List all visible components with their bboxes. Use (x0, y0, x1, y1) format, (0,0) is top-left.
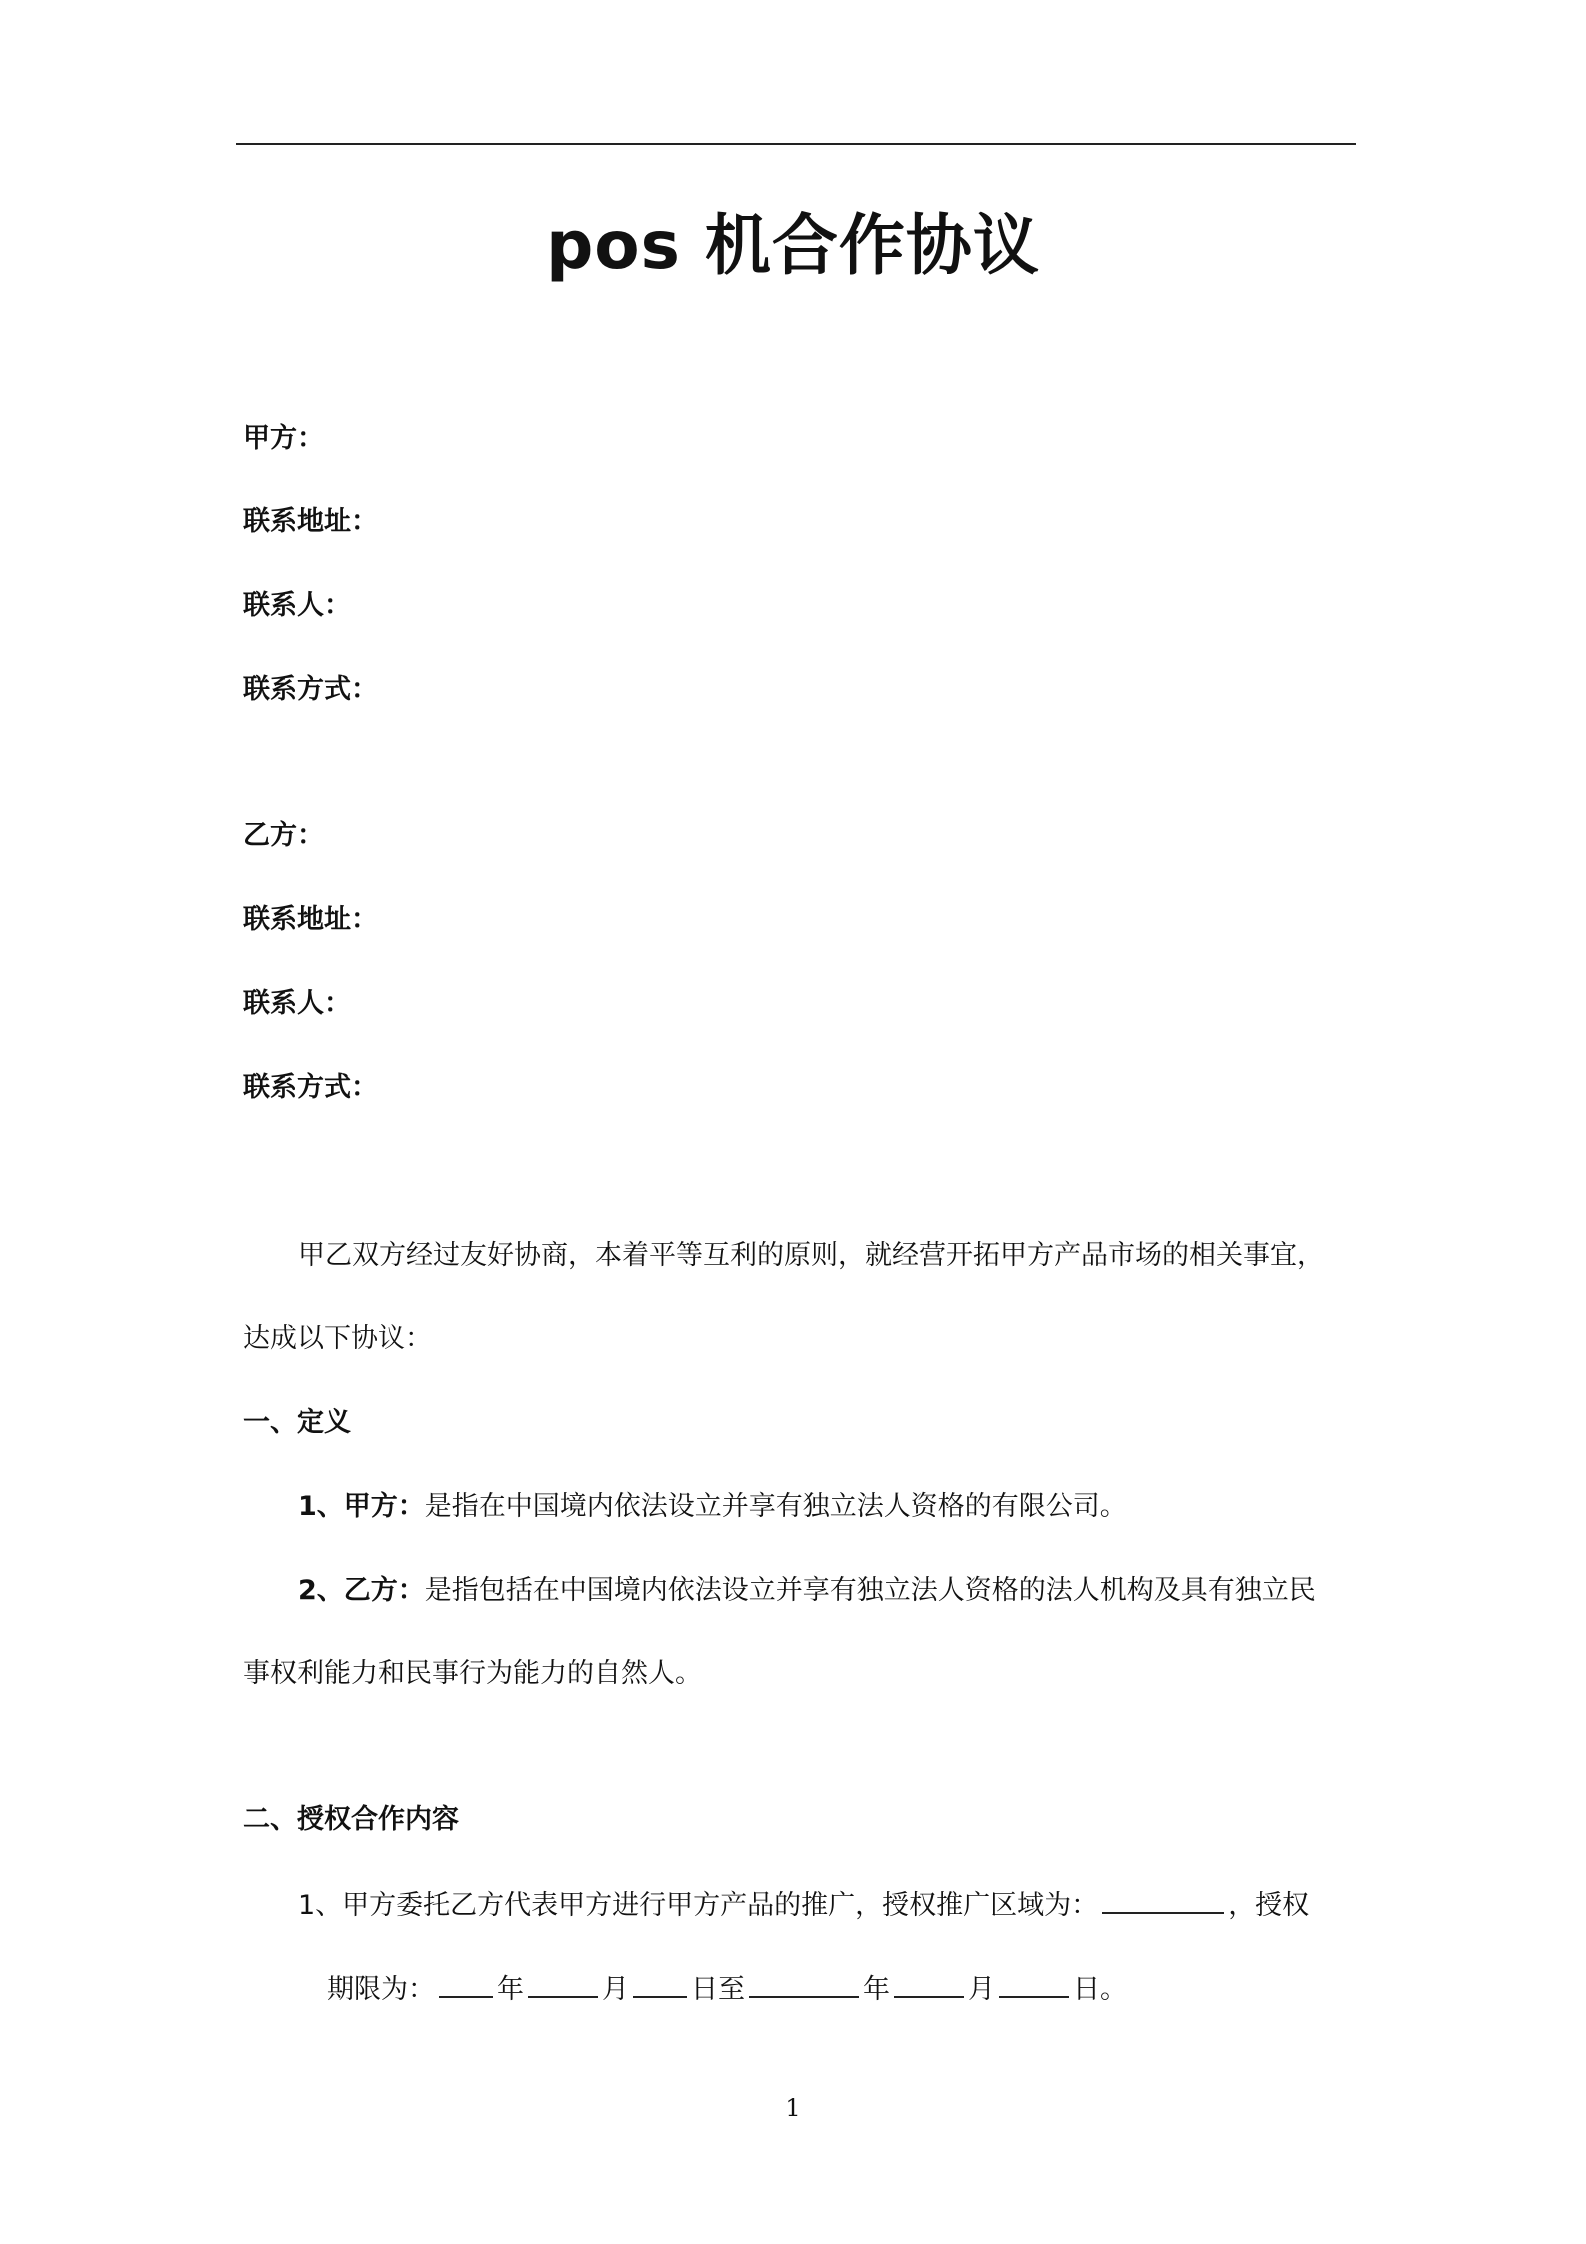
party-a-address-label: 联系地址： (243, 506, 378, 537)
section-1-heading: 一、定义 (243, 1407, 351, 1438)
end-day-label: 日。 (1073, 1974, 1127, 2005)
section-2-item-1-suffix: ，授权 (1228, 1890, 1310, 1921)
header-rule (236, 143, 1356, 145)
section-1-item-2-label: 2、乙方： (298, 1575, 425, 1606)
section-1-item-2-text-line-1: 是指包括在中国境内依法设立并享有独立法人资格的法人机构及具有独立民 (424, 1575, 1316, 1606)
start-day-blank[interactable] (633, 1968, 687, 1998)
party-b-address-label: 联系地址： (243, 904, 378, 935)
end-day-blank[interactable] (999, 1968, 1069, 1998)
start-month-blank[interactable] (528, 1968, 598, 1998)
section-1-item-1 (298, 1487, 1127, 1527)
start-year-label: 年 (497, 1974, 524, 2005)
party-a-label: 甲方： (243, 423, 324, 454)
section-2-item-1-line-2 (327, 1968, 1127, 2010)
end-month-label: 月 (968, 1974, 995, 2005)
section-2-item-1-line-1 (298, 1884, 1309, 1926)
term-label: 期限为： (327, 1974, 435, 2005)
start-month-label: 月 (602, 1974, 629, 2005)
party-b-contact-label: 联系人： (243, 988, 351, 1019)
document-title: pos 机合作协议 (546, 207, 1040, 284)
start-year-blank[interactable] (439, 1968, 493, 1998)
party-a-phone-label: 联系方式： (243, 674, 378, 705)
end-year-label: 年 (863, 1974, 890, 2005)
party-a-contact-label: 联系人： (243, 590, 351, 621)
section-1-item-2-text-line-2: 事权利能力和民事行为能力的自然人。 (243, 1658, 702, 1689)
party-b-label: 乙方： (243, 820, 324, 851)
section-1-item-1-text: 是指在中国境内依法设立并享有独立法人资格的有限公司。 (424, 1491, 1127, 1522)
intro-line-2: 达成以下协议： (243, 1323, 432, 1354)
section-1-item-1-label: 1、甲方： (298, 1491, 425, 1522)
page-number: 1 (785, 2094, 801, 2122)
party-b-phone-label: 联系方式： (243, 1072, 378, 1103)
start-day-label: 日至 (691, 1974, 745, 2005)
section-2-item-1-text: 1、甲方委托乙方代表甲方进行甲方产品的推广，授权推广区域为： (298, 1890, 1099, 1921)
end-year-blank[interactable] (749, 1968, 859, 1998)
section-2-heading: 二、授权合作内容 (243, 1804, 459, 1835)
section-1-item-2 (298, 1571, 1316, 1611)
end-month-blank[interactable] (894, 1968, 964, 1998)
intro-line-1: 甲乙双方经过友好协商，本着平等互利的原则，就经营开拓甲方产品市场的相关事宜， (298, 1240, 1324, 1271)
region-blank-field[interactable] (1102, 1884, 1224, 1914)
